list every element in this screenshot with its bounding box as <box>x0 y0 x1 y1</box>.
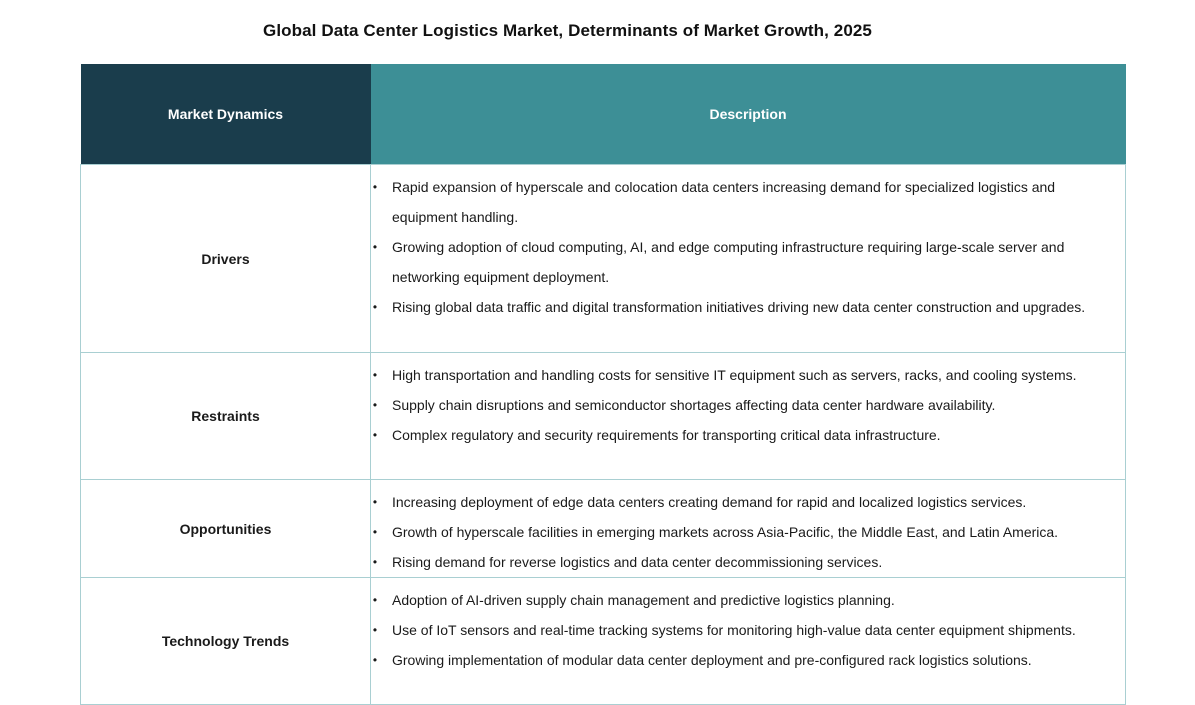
row-label-drivers: Drivers <box>81 165 371 353</box>
list-item: • Growing implementation of modular data center deployment and pre-configured rack logistics solutions. <box>371 645 1117 675</box>
bullet-list <box>371 172 1117 322</box>
header-description: Description <box>371 64 1126 165</box>
row-description-drivers <box>371 165 1126 353</box>
row-label-opportunities: Opportunities <box>81 480 371 578</box>
bullet-icon: • <box>372 180 378 194</box>
bullet-icon: • <box>372 428 378 442</box>
bullet-list <box>371 487 1117 577</box>
list-item: • Use of IoT sensors and real-time tracking systems for monitoring high-value data center equipment shipments. <box>371 615 1117 645</box>
list-item: • High transportation and handling costs for sensitive IT equipment such as servers, racks, and cooling systems. <box>371 360 1117 390</box>
list-item: • Growth of hyperscale facilities in emerging markets across Asia-Pacific, the Middle East, and Latin America. <box>371 517 1117 547</box>
list-item: • Rising demand for reverse logistics and data center decommissioning services. <box>371 547 1117 577</box>
table-row-restraints <box>81 353 1126 480</box>
bullet-icon: • <box>372 398 378 412</box>
list-item: • Growing adoption of cloud computing, AI, and edge computing infrastructure requiring large-scale server and networking equipment deployment. <box>371 232 1117 292</box>
bullet-icon: • <box>372 593 378 607</box>
bullet-list <box>371 585 1117 675</box>
table-header-row <box>81 64 1126 165</box>
list-item: • Rapid expansion of hyperscale and colocation data centers increasing demand for specialized logistics and equipment handling. <box>371 172 1117 232</box>
bullet-icon: • <box>372 623 378 637</box>
page-title: Global Data Center Logistics Market, Determinants of Market Growth, 2025 <box>263 21 872 40</box>
bullet-icon: • <box>372 368 378 382</box>
list-item: • Complex regulatory and security requirements for transporting critical data infrastructure. <box>371 420 1117 450</box>
bullet-icon: • <box>372 525 378 539</box>
row-description-technology-trends <box>371 578 1126 705</box>
table-row-opportunities <box>81 480 1126 578</box>
row-description-opportunities <box>371 480 1126 578</box>
bullet-icon: • <box>372 555 378 569</box>
market-dynamics-table <box>80 64 1126 705</box>
list-item: • Increasing deployment of edge data centers creating demand for rapid and localized logistics services. <box>371 487 1117 517</box>
bullet-icon: • <box>372 653 378 667</box>
bullet-list <box>371 360 1117 450</box>
row-label-technology-trends: Technology Trends <box>81 578 371 705</box>
header-market-dynamics: Market Dynamics <box>81 64 371 165</box>
list-item: • Rising global data traffic and digital transformation initiatives driving new data center construction and upgrades. <box>371 292 1117 322</box>
list-item: • Supply chain disruptions and semiconductor shortages affecting data center hardware availability. <box>371 390 1117 420</box>
table-row-technology-trends <box>81 578 1126 705</box>
bullet-icon: • <box>372 240 378 254</box>
bullet-icon: • <box>372 300 378 314</box>
list-item: • Adoption of AI-driven supply chain management and predictive logistics planning. <box>371 585 1117 615</box>
row-label-restraints: Restraints <box>81 353 371 480</box>
row-description-restraints <box>371 353 1126 480</box>
table-row-drivers <box>81 165 1126 353</box>
bullet-icon: • <box>372 495 378 509</box>
